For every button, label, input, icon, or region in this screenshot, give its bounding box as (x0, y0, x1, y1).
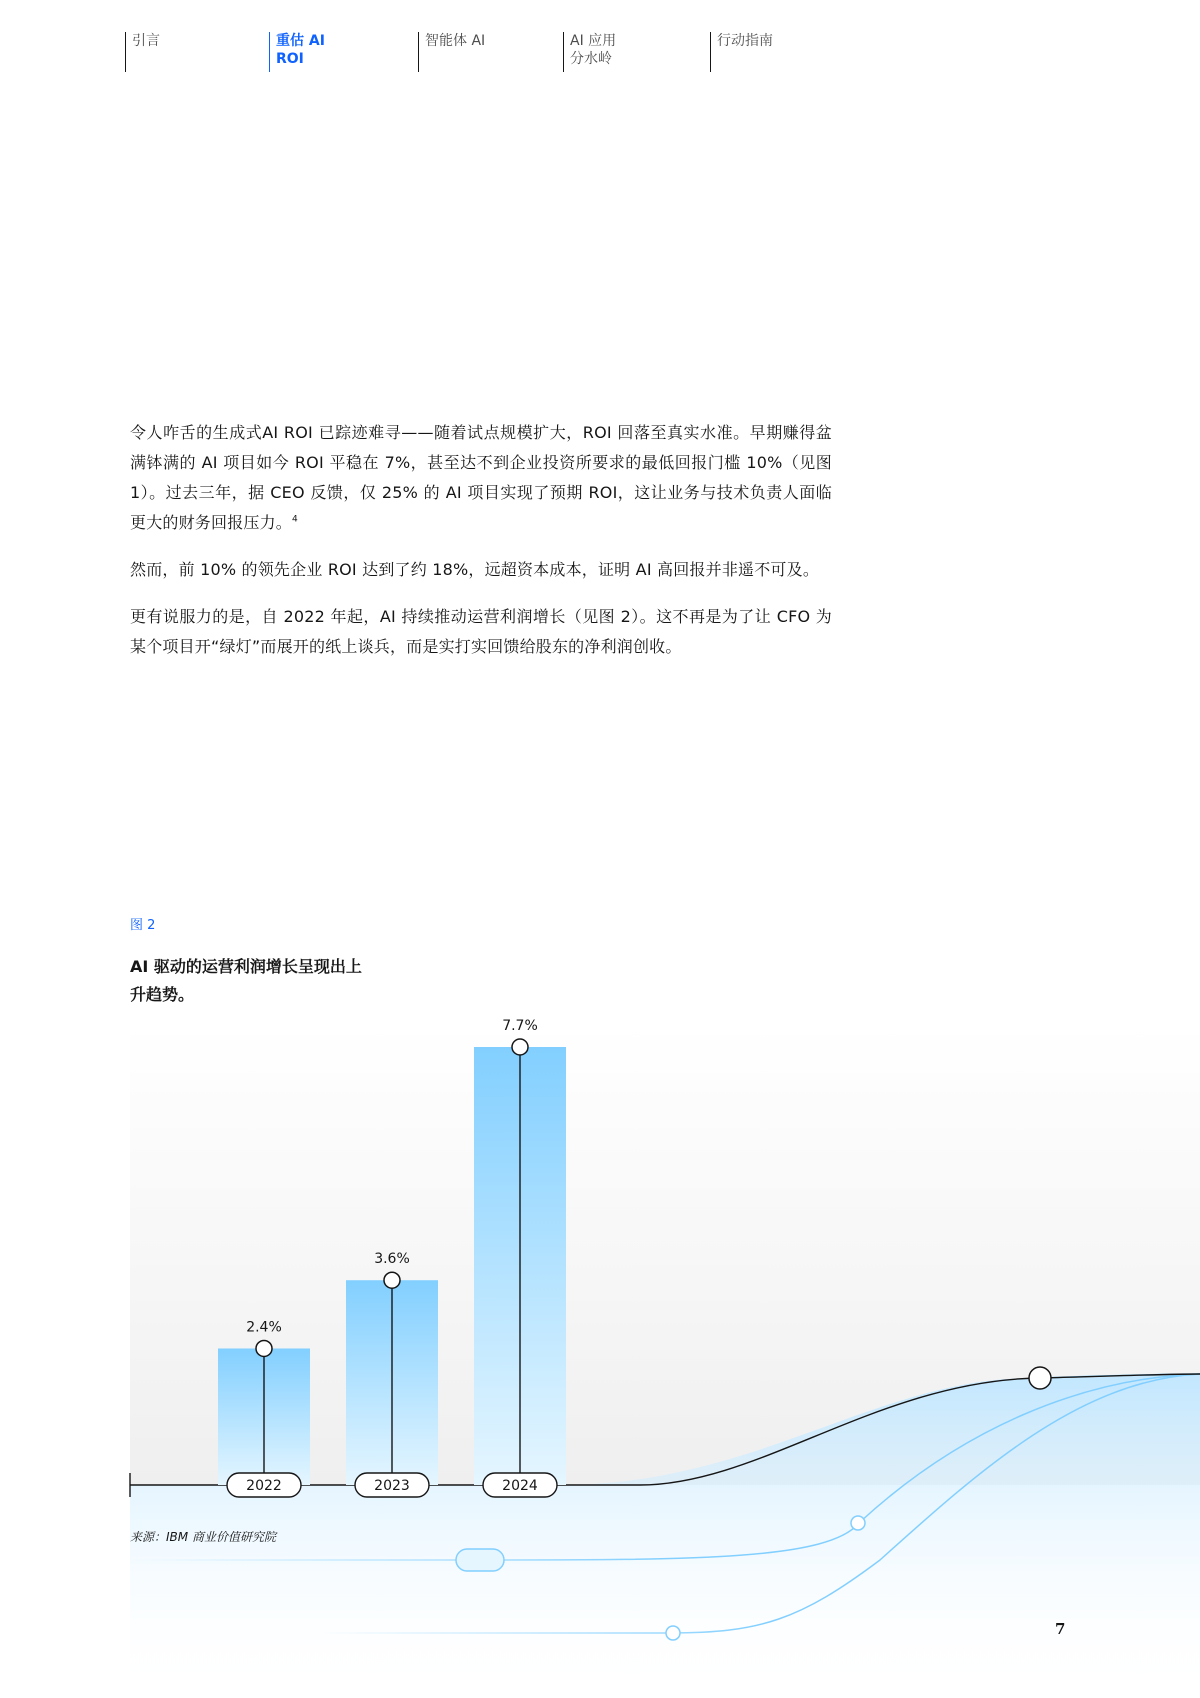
figure-title: AI 驱动的运营利润增长呈现出上升趋势。 (130, 957, 362, 1004)
tab-agentic-line1: 智能体 AI (425, 33, 486, 49)
bar-marker-2023 (384, 1272, 400, 1288)
tab-reassess-line2: ROI (276, 51, 304, 67)
flow-node-2 (666, 1626, 680, 1640)
bar-marker-2024 (512, 1039, 528, 1055)
paragraph-3: 更有说服力的是，自 2022 年起，AI 持续推动运营利润增长（见图 2）。这不再是为了让 CFO 为某个项目开“绿灯”而展开的纸上谈兵，而是实打实回馈给股东的净利润创收。 (130, 607, 832, 656)
paragraph-2: 然而，前 10% 的领先企业 ROI 达到了约 18%，远超资本成本，证明 AI 高回报并非遥不可及。 (130, 560, 820, 579)
figure-source: 来源：IBM 商业价值研究院 (130, 1530, 276, 1544)
x-tick-label-2024: 2024 (502, 1478, 538, 1494)
data-label-2022: 2.4% (246, 1319, 282, 1336)
trend-node (1029, 1367, 1051, 1389)
tab-reassess-line1: 重估 AI (276, 33, 325, 49)
tab-intro-line1: 引言 (132, 33, 160, 49)
bar-marker-2022 (256, 1340, 272, 1356)
paragraph-1-text: 令人咋舌的生成式AI ROI 已踪迹难寻——随着试点规模扩大，ROI 回落至真实水准。早期赚得盆满钵满的 AI 项目如今 ROI 平稳在 7%，甚至达不到企业投资所要求的最低回报门槛 10%（见图 1）。过去三年，据 CEO 反馈，仅 25% 的 AI 项目实现了预期 ROI，这让业务与技术负责人面临更大的财务回报压力。 (130, 423, 832, 532)
data-label-2024: 7.7% (502, 1018, 538, 1034)
figure-label: 图 2 (130, 918, 156, 933)
tab-action-line1: 行动指南 (717, 33, 773, 49)
tab-watershed-line2: 分水岭 (570, 51, 612, 67)
tab-watershed-line1: AI 应用 (570, 33, 617, 49)
page-number: 7 (1055, 1620, 1066, 1638)
flow-node-1 (851, 1516, 865, 1530)
footnote-ref[interactable]: 4 (292, 514, 298, 525)
x-tick-label-2023: 2023 (374, 1478, 410, 1494)
x-tick-label-2022: 2022 (246, 1478, 282, 1494)
flow-node-pill (456, 1549, 504, 1571)
data-label-2023: 3.6% (374, 1251, 410, 1268)
